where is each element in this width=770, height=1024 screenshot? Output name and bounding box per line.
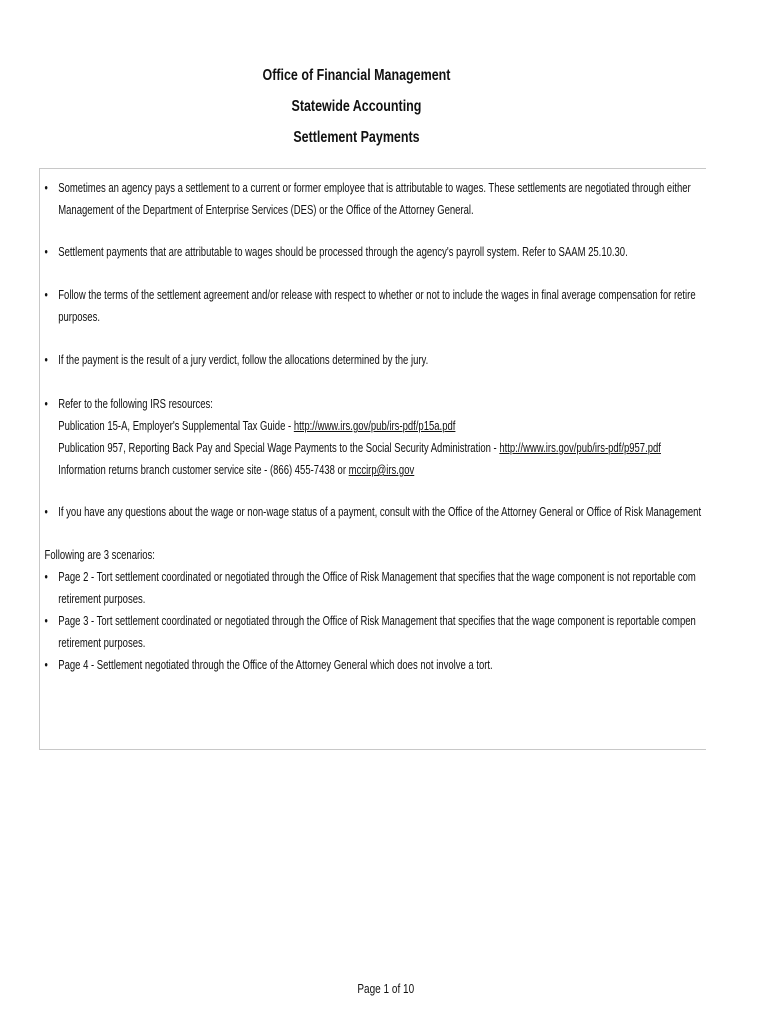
bullet-icon: • <box>44 181 48 195</box>
bullet-icon: • <box>44 614 48 628</box>
bullet-text: Management of the Department of Enterprise Services (DES) or the Office of the Attorney General. <box>58 203 474 217</box>
header-title-line2: Statewide Accounting <box>291 98 422 115</box>
bullet-text: Follow the terms of the settlement agreement and/or release with respect to whether or not to include the wages in final average compensation for retire <box>58 288 696 302</box>
page-number: Page 1 of 10 <box>357 981 415 996</box>
header-title-line1: Office of Financial Management <box>262 67 451 84</box>
bullet-icon: • <box>44 570 48 584</box>
bullet-icon: • <box>44 353 48 367</box>
pub15a-text: Publication 15-A, Employer's Supplemental Tax Guide - <box>58 419 294 433</box>
pub15a-link[interactable]: http://www.irs.gov/pub/irs-pdf/p15a.pdf <box>293 419 456 433</box>
irs-intro: Refer to the following IRS resources: <box>58 397 213 411</box>
scenario-text: Page 3 - Tort settlement coordinated or negotiated through the Office of Risk Management that specifies that the wage component is reportable compen <box>58 614 696 628</box>
bullet-icon: • <box>44 658 48 672</box>
bullet-text: Settlement payments that are attributable to wages should be processed through the agency's payroll system. Refer to SAAM 25.10.30. <box>58 245 628 259</box>
pub957-text: Publication 957, Reporting Back Pay and Special Wage Payments to the Social Security Administration - <box>58 441 500 455</box>
bullet-text: purposes. <box>58 310 100 324</box>
bullet-icon: • <box>44 245 48 259</box>
bullet-icon: • <box>44 505 48 519</box>
header-title-line3: Settlement Payments <box>293 129 420 146</box>
scenario-text: Page 2 - Tort settlement coordinated or negotiated through the Office of Risk Management that specifies that the wage component is not reportable com <box>58 570 696 584</box>
bullet-icon: • <box>44 397 48 411</box>
info-text: Information returns branch customer service site - (866) 455-7438 or <box>58 463 349 477</box>
bullet-icon: • <box>44 288 48 302</box>
content-box <box>39 168 706 750</box>
document-header <box>0 60 713 153</box>
pub957-link[interactable]: http://www.irs.gov/pub/irs-pdf/p957.pdf <box>499 441 661 455</box>
bullet-text: If the payment is the result of a jury verdict, follow the allocations determined by the jury. <box>58 353 429 367</box>
scenario-text: Page 4 - Settlement negotiated through the Office of the Attorney General which does not involve a tort. <box>58 658 493 672</box>
questions-text: If you have any questions about the wage or non-wage status of a payment, consult with the Office of the Attorney General or Office of Risk Management <box>58 505 702 519</box>
email-link[interactable]: mccirp@irs.gov <box>348 463 415 477</box>
bullet-text: Sometimes an agency pays a settlement to a current or former employee that is attributable to wages. These settlements are negotiated through either <box>58 181 691 195</box>
scenarios-intro-text: Following are 3 scenarios: <box>44 548 155 562</box>
scenario-text: retirement purposes. <box>58 636 146 650</box>
scenario-text: retirement purposes. <box>58 592 146 606</box>
